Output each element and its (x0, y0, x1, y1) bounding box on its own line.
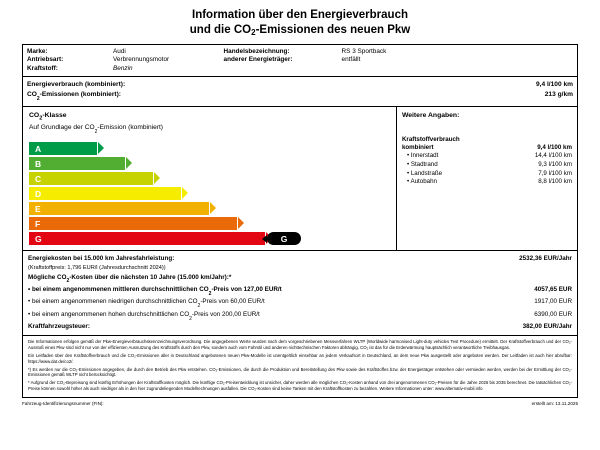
title-line-2 (22, 23, 578, 38)
consumption-block (22, 77, 578, 107)
costs-row-medium-price-value: 4057,65 EUR (534, 285, 572, 293)
costs-row-high-price-value: 6390,00 EUR (534, 310, 572, 318)
fuel-row-combined-label: kombiniert (401, 143, 434, 151)
vehicle-field-kraftstoff-label: Kraftstoff: (27, 64, 58, 72)
costs-row-high-price-label-a: • bei einem angenommenen hohen durchschnittlichen CO (28, 310, 190, 318)
co2-class-bar-b (29, 157, 125, 170)
co2-class-bar-row-a (29, 141, 390, 156)
costs-row-medium-price-label-a: • bei einem angenommenen mittleren durchschnittlichen CO (28, 285, 209, 293)
vehicle-info-block (22, 44, 578, 77)
costs-row-energy-label: Energiekosten bei 15.000 km Jahresfahrleistung: (28, 255, 175, 263)
vehicle-field-energietraeger (224, 56, 573, 64)
costs-row-low-price-label (28, 297, 534, 309)
fuel-row-stadtrand-label-text: Stadtrand (410, 160, 438, 168)
vehicle-field-antriebsart (27, 56, 224, 64)
co2-class-heading-subscript: 2 (39, 115, 43, 122)
costs-row-medium-price (28, 285, 572, 297)
additional-info-panel (397, 107, 577, 251)
fuel-consumption-title: Kraftstoffverbrauch (401, 135, 460, 143)
additional-info-title: Weitere Angaben: (401, 111, 460, 119)
co2-class-bar-row-f (29, 216, 390, 231)
co2-class-bar-row-g (29, 231, 390, 246)
co2-class-subheading (29, 123, 390, 135)
co2-class-bar-a (29, 142, 97, 155)
costs-row-energy-value: 2532,36 EUR/Jahr (519, 255, 572, 263)
consumption-row-energy-value: 9,4 l/100 km (535, 81, 573, 89)
costs-co2-heading-subscript: 2 (66, 278, 70, 285)
legal-notes-block (22, 336, 578, 398)
costs-co2-heading (28, 273, 572, 285)
vehicle-field-handelsbezeichnung-value: RS 3 Sportback (341, 48, 387, 55)
co2-class-bar-d (29, 187, 181, 200)
costs-row-high-price (28, 310, 572, 322)
vehicle-field-marke-value: Audi (113, 48, 126, 55)
co2-class-bar-d-label: D (35, 188, 42, 199)
vehicle-field-antriebsart-label: Antriebsart: (27, 56, 64, 64)
fuel-row-autobahn-value: 8,8 l/100 km (538, 178, 572, 186)
co2-class-bar-c-label: C (35, 173, 42, 184)
co2-class-bar-f-label: F (35, 218, 41, 229)
title-co2-subscript: 2 (251, 28, 256, 37)
fuel-row-autobahn-label: • Autobahn (406, 178, 437, 186)
fuel-row-landstrasse-label: • Landstraße (406, 169, 443, 177)
consumption-row-co2-label (27, 90, 545, 103)
co2-class-bar-e-label: E (35, 203, 41, 214)
fuel-row-combined (402, 144, 572, 153)
vehicle-field-marke-label: Marke: (27, 48, 48, 55)
vehicle-field-marke (27, 48, 224, 56)
costs-row-energy (28, 254, 572, 263)
co2-class-subheading-b: -Emission (kombiniert) (97, 124, 163, 132)
costs-fuel-price-note: (Kraftstoffpreis: 1,796 EUR/l (Jahresdurchschnitt 2024)) (28, 264, 166, 271)
consumption-row-co2-value: 213 g/km (544, 90, 573, 98)
fuel-row-autobahn-label-text: Autobahn (410, 178, 437, 186)
co2-class-bar-g (29, 232, 265, 245)
co2-class-bar-row-e (29, 201, 390, 216)
fuel-row-autobahn (402, 178, 572, 187)
co2-class-bar-list (29, 141, 390, 246)
page-title (22, 8, 578, 38)
co2-class-bar-a-label: A (35, 143, 42, 154)
consumption-row-co2-label-b: -Emissionen (kombiniert): (39, 90, 122, 98)
consumption-row-co2-subscript: 2 (36, 95, 40, 102)
vehicle-field-handelsbezeichnung-label: Handelsbezeichnung: (223, 48, 290, 55)
consumption-row-co2 (27, 90, 573, 103)
vehicle-field-handelsbezeichnung (224, 48, 573, 56)
costs-row-low-price (28, 297, 572, 309)
costs-row-vehicle-tax (28, 322, 572, 331)
consumption-row-energy-label: Energieverbrauch (kombiniert): (27, 81, 126, 89)
footer-created-date: erstellt am: 13.11.2025 (531, 401, 578, 407)
co2-class-bar-row-c (29, 171, 390, 186)
co2-class-marker (267, 232, 301, 245)
co2-class-bar-row-b (29, 156, 390, 171)
co2-class-block (22, 107, 578, 252)
costs-row-high-price-label-b: -Preis von 200,00 EUR/t (191, 310, 260, 318)
legal-paragraph-4: * Aufgrund der CO₂-Bepreisung sind künftig Erhöhungen der Kraftstoffkosten möglich. Die künftige CO₂-Preisentwicklung ist unsicher, daher werden alle möglichen CO₂-Kosten anhand von drei angenommenen CO₂-Preisen für die Jahre 2026 bis 2035 berechnet. Die tatsächlichen CO₂-Preise können sowohl höher als auch niedriger als in den hier zugrundeliegenden Modellrechnungen ausfallen. Die CO₂-Kosten sind keine Tanken mit den Kraftstoffkosten zu bezahlen. Weitere Informationen unter: www.alternativ-mobil.info (28, 380, 572, 392)
vehicle-info-right (224, 48, 573, 73)
fuel-row-stadtrand-value: 9,3 l/100 km (538, 160, 572, 168)
title-line-2-a: und die CO (189, 24, 252, 36)
fuel-row-landstrasse (402, 170, 572, 179)
legal-paragraph-3: *) Es werden nur die CO₂-Emissionen angegeben, die durch den Betrieb des Pkw entstehen. CO₂-Emissionen, die durch die Produktion und Bereitstellung des Pkw sowie des Kraftstoffes bzw. der Energieträger entstehen oder vermieden werden, werden bei der Ermittlung der CO₂-Emissionen gemäß WLTP nicht berücksichtigt. (28, 366, 572, 378)
costs-row-medium-price-label (28, 285, 534, 297)
legal-paragraph-1: Die Informationen erfolgen gemäß der Pkw-Energieverbrauchskennzeichnungsverordnung. Die angegebenen Werte wurden nach dem vorgeschriebenen Messverfahren WLTP (Worldwide harmonised Light-duty vehicles Test Procedure) ermittelt. Der Kraftstoffverbrauch und der CO₂-Ausstoß eines Pkw sind nicht nur von der effizienten Ausnutzung des Kraftstoffs durch den Pkw, sondern auch vom Fahrstil und anderen nichttechnischen Faktoren abhängig. CO₂ ist das für die Erderwärmung hauptsächlich verantwortliche Treibhausgas. (28, 339, 572, 350)
costs-row-low-price-label-a: • bei einem angenommenen niedrigen durchschnittlichen CO (28, 298, 198, 306)
co2-class-heading-b: -Klasse (42, 111, 67, 119)
fuel-row-combined-value: 9,4 l/100 km (537, 143, 572, 151)
vehicle-info-left (27, 48, 224, 73)
co2-class-bar-b-label: B (35, 158, 42, 169)
costs-row-low-price-subscript: 2 (197, 303, 201, 310)
vehicle-field-kraftstoff (27, 65, 224, 73)
costs-row-vehicle-tax-value: 382,00 EUR/Jahr (522, 323, 572, 331)
co2-class-bar-f (29, 217, 237, 230)
costs-co2-heading-b: -Kosten über die nächsten 10 Jahre (15.000 km/Jahr):* (69, 273, 232, 281)
co2-class-bar-e (29, 202, 209, 215)
costs-row-medium-price-subscript: 2 (208, 290, 212, 297)
co2-class-bar-c (29, 172, 153, 185)
costs-row-vehicle-tax-label: Kraftfahrzeugsteuer: (28, 323, 90, 331)
vehicle-field-energietraeger-value: entfällt (341, 56, 361, 64)
consumption-row-energy (27, 80, 573, 90)
fuel-row-innerstadt-label-text: Innerstadt (410, 152, 439, 160)
fuel-row-landstrasse-value: 7,9 l/100 km (538, 169, 572, 177)
costs-block (22, 251, 578, 336)
co2-class-heading (29, 111, 390, 123)
fuel-row-innerstadt-label: • Innerstadt (406, 152, 439, 160)
costs-row-high-price-subscript: 2 (189, 315, 192, 322)
costs-row-medium-price-label-b: -Preis von 127,00 EUR/t (211, 285, 282, 293)
footer (22, 398, 578, 406)
co2-class-subheading-subscript: 2 (94, 128, 98, 135)
co2-class-subheading-a: Auf Grundlage der CO (29, 124, 95, 132)
vehicle-field-antriebsart-value: Verbrennungsmotor (113, 56, 170, 64)
consumption-row-co2-label-a: CO (27, 90, 37, 98)
co2-class-heading-a: CO (29, 111, 40, 119)
fuel-row-stadtrand-label: • Stadtrand (406, 160, 438, 168)
fuel-row-stadtrand (402, 161, 572, 170)
vehicle-field-energietraeger-label: anderer Energieträger: (223, 56, 293, 64)
fuel-consumption-table (402, 135, 572, 187)
costs-row-low-price-label-b: -Preis von 60,00 EUR/t (200, 298, 265, 306)
fuel-row-innerstadt-value: 14,4 l/100 km (534, 152, 572, 160)
costs-row-low-price-value: 1917,00 EUR (534, 298, 572, 306)
co2-class-bar-row-d (29, 186, 390, 201)
title-line-1: Information über den Energieverbrauch (192, 9, 408, 21)
costs-row-high-price-label (28, 310, 534, 322)
co2-class-marker-label: G (280, 233, 288, 244)
fuel-row-landstrasse-label-text: Landstraße (410, 169, 443, 177)
co2-class-bar-g-label: G (35, 233, 42, 244)
fuel-row-innerstadt (402, 152, 572, 161)
footer-vin-label: Fahrzeug-Identifizierungsnummer (FIN): (22, 401, 104, 407)
vehicle-field-kraftstoff-value: Benzin (113, 64, 133, 72)
co2-class-scale (23, 107, 397, 251)
legal-paragraph-2: Ein Leitfaden über den Kraftstoffverbrauch und die CO₂-Emissionen aller in Deutschland angebotenen neuen Pkw-Modelle ist unentgeltlich einsehbar an jedem Verkaufsort in Deutschland, an dem neue Pkw ausgestellt oder angeboten werden. Der Leitfaden ist auch hier abrufbar: https://www.dat.de/co2/. (28, 353, 572, 364)
title-line-2-b: -Emissionen des neuen Pkw (255, 24, 411, 36)
costs-co2-heading-a: Mögliche CO (28, 273, 67, 281)
co2-class-marker-pointer-icon (262, 235, 267, 243)
